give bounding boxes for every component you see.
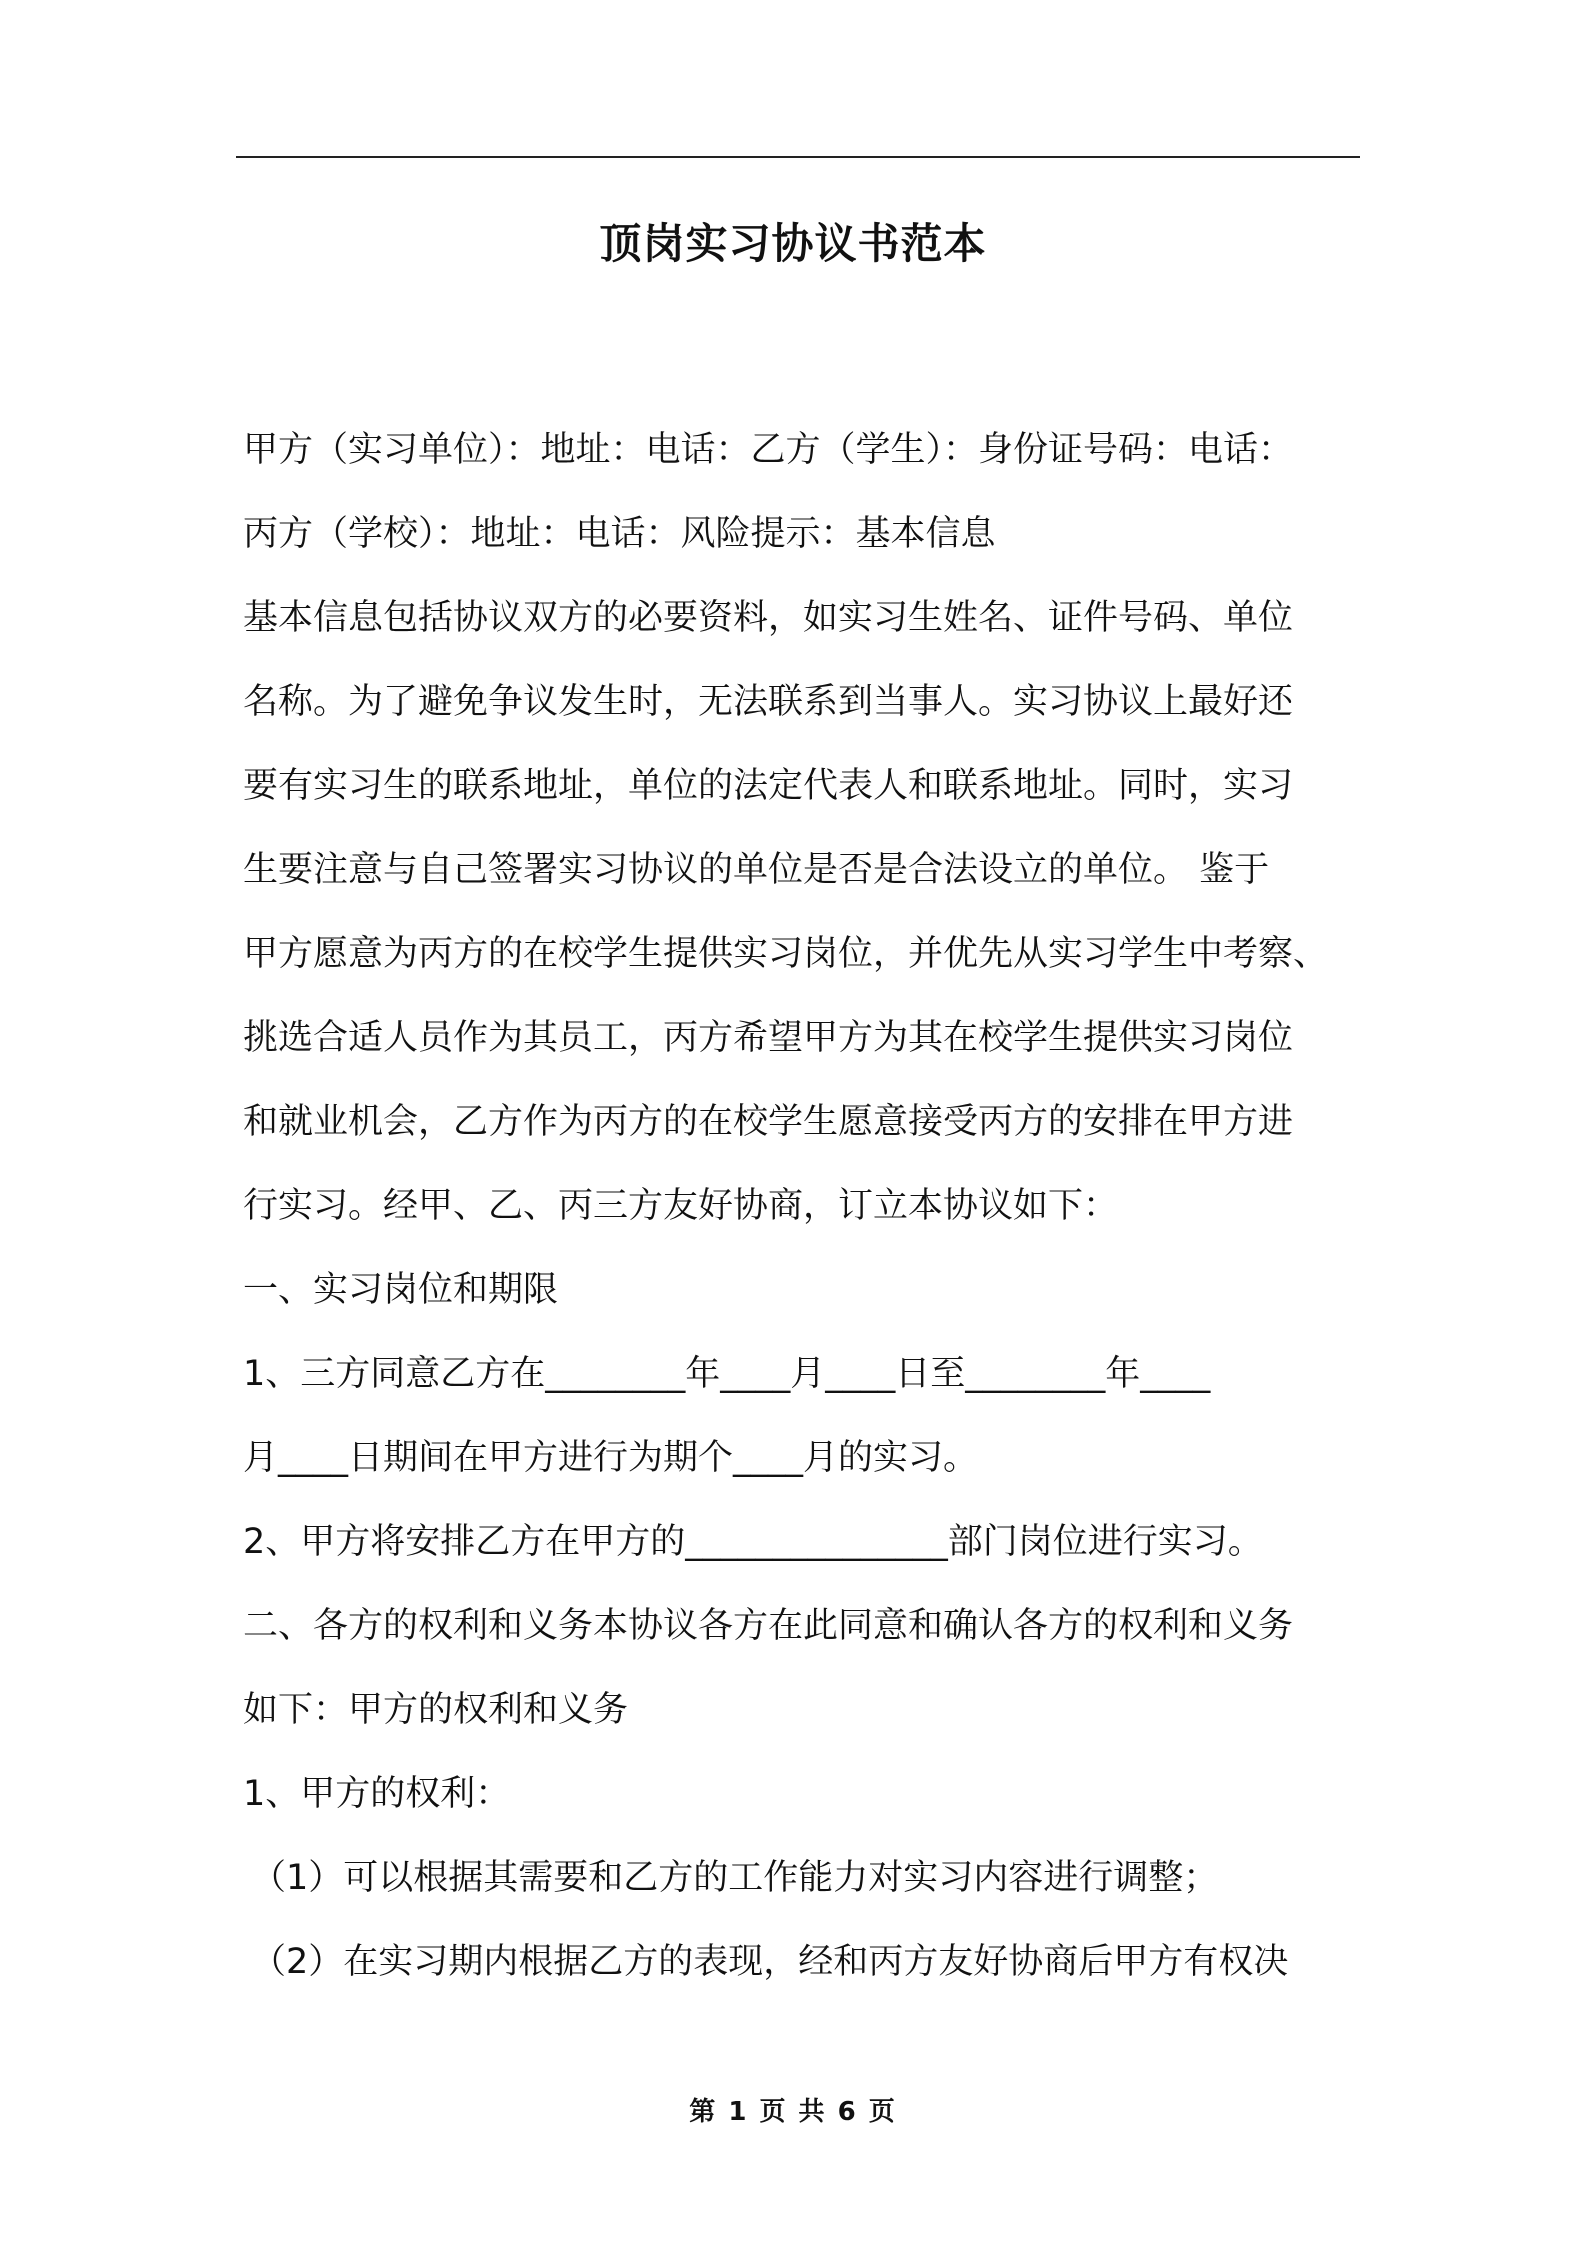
document-body bbox=[243, 408, 1365, 2004]
section-heading: 二、各方的权利和义务本协议各方在此同意和确认各方的权利和义务 bbox=[243, 1606, 1294, 1646]
body-line: 生要注意与自己签署实习协议的单位是否是合法设立的单位。 鉴于 bbox=[243, 850, 1270, 890]
body-line: 和就业机会，乙方作为丙方的在校学生愿意接受丙方的安排在甲方进 bbox=[243, 1102, 1294, 1142]
body-line: 名称。为了避免争议发生时，无法联系到当事人。实习协议上最好还 bbox=[243, 682, 1294, 722]
body-line: 月____日期间在甲方进行为期个____月的实习。 bbox=[243, 1438, 979, 1478]
body-line: 基本信息包括协议双方的必要资料，如实习生姓名、证件号码、单位 bbox=[243, 598, 1294, 638]
body-line: 丙方（学校）：地址：电话：风险提示：基本信息 bbox=[243, 514, 996, 554]
list-item: （1）可以根据其需要和乙方的工作能力对实习内容进行调整； bbox=[251, 1858, 1219, 1898]
body-line: 要有实习生的联系地址，单位的法定代表人和联系地址。同时，实习 bbox=[243, 766, 1294, 806]
body-line: 行实习。经甲、乙、丙三方友好协商，订立本协议如下： bbox=[243, 1186, 1119, 1226]
body-line: 2、甲方将安排乙方在甲方的_______________部门岗位进行实习。 bbox=[243, 1522, 1263, 1562]
body-line: 1、甲方的权利： bbox=[243, 1774, 511, 1814]
body-line: 挑选合适人员作为其员工，丙方希望甲方为其在校学生提供实习岗位 bbox=[243, 1018, 1294, 1058]
body-line: 如下：甲方的权利和义务 bbox=[243, 1690, 629, 1730]
header-rule bbox=[236, 156, 1360, 158]
section-heading: 一、实习岗位和期限 bbox=[243, 1270, 559, 1310]
body-line: 甲方（实习单位）：地址：电话：乙方（学生）：身份证号码：电话： bbox=[243, 430, 1294, 470]
body-line: 1、三方同意乙方在________年____月____日至________年____ bbox=[243, 1354, 1211, 1394]
list-item: （2）在实习期内根据乙方的表现，经和丙方友好协商后甲方有权决 bbox=[251, 1942, 1289, 1982]
document-title: 顶岗实习协议书范本 bbox=[599, 219, 987, 268]
page-number: 第 1 页 共 6 页 bbox=[689, 2097, 897, 2127]
body-line: 甲方愿意为丙方的在校学生提供实习岗位，并优先从实习学生中考察、 bbox=[243, 934, 1329, 974]
